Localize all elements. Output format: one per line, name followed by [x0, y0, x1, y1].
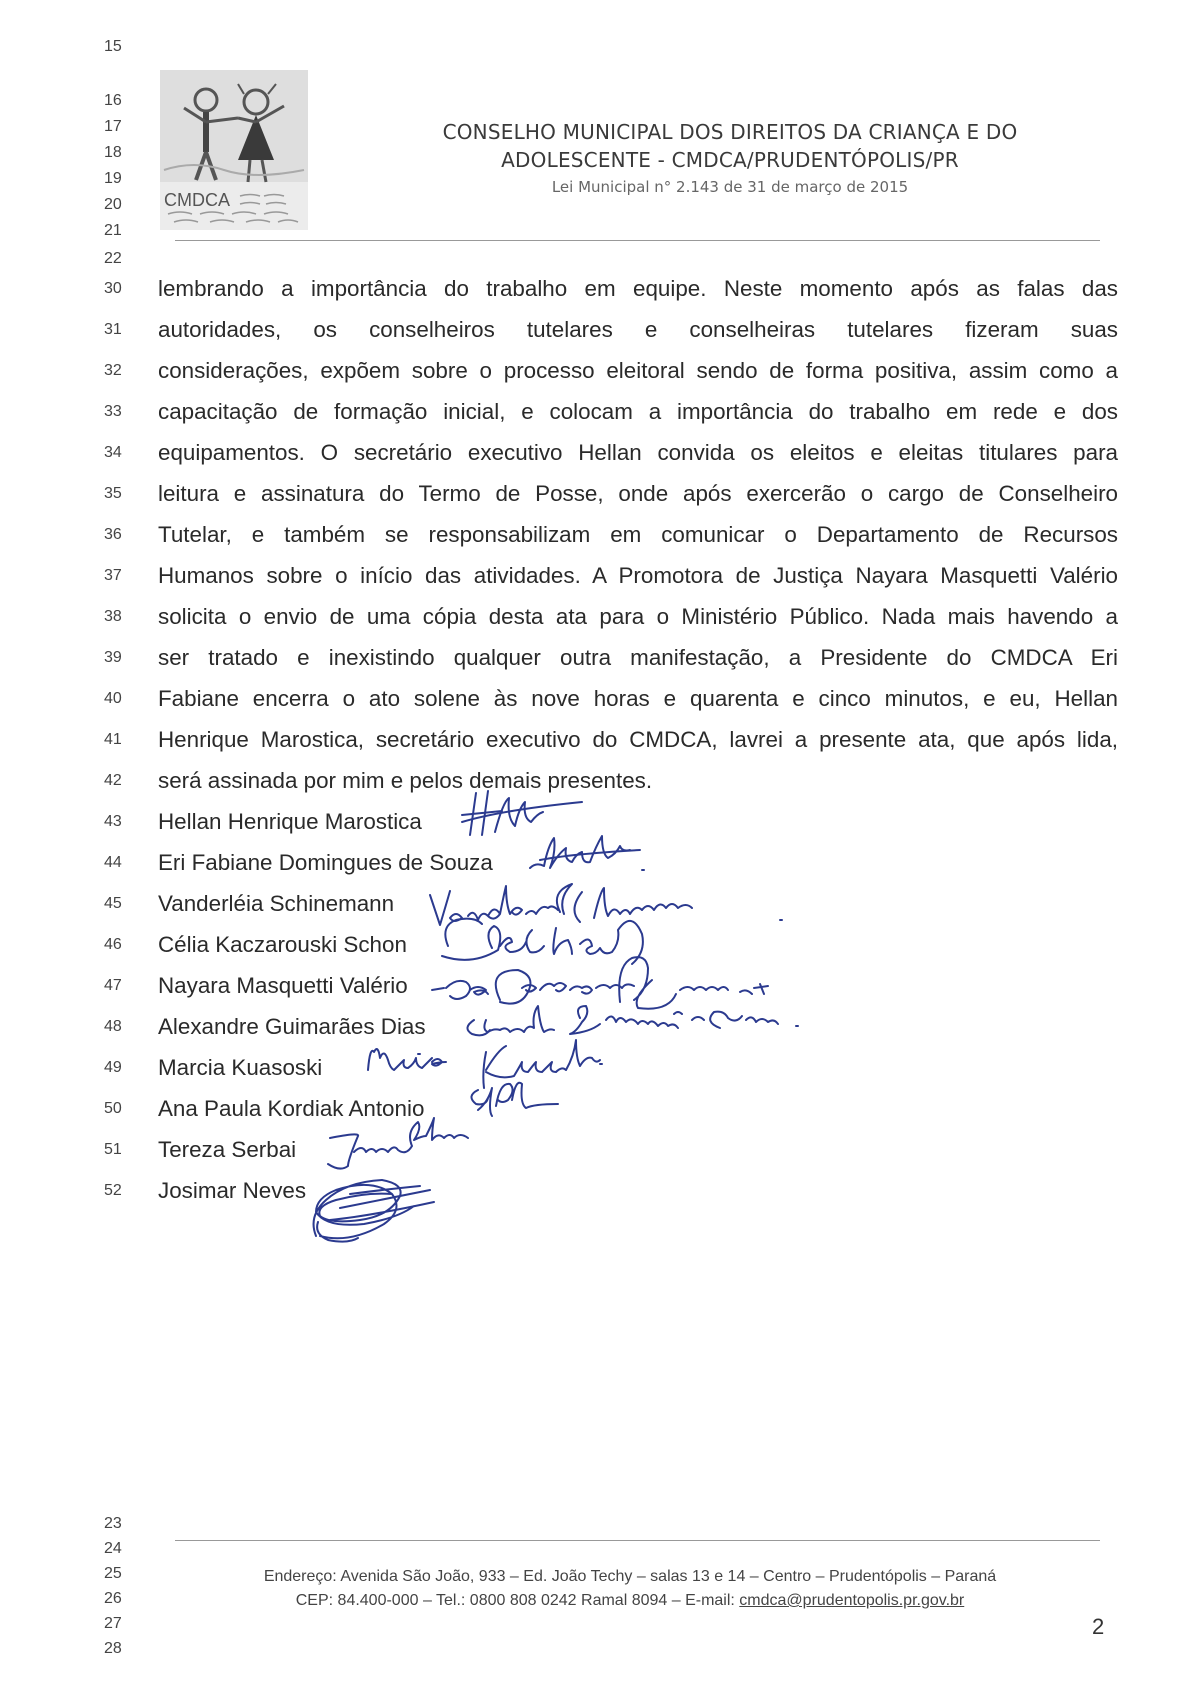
header-law-reference: Lei Municipal n° 2.143 de 31 de março de 2015: [551, 178, 909, 196]
signatory-name: Vanderléia Schinemann: [158, 891, 395, 916]
body-text-line: equipamentos. O secretário executivo Hellan convida os eleitos e eleitas titulares para: [158, 440, 1118, 465]
line-number: 28: [104, 1640, 122, 1657]
line-number: 37: [104, 567, 122, 584]
header-title-line2: ADOLESCENTE - CMDCA/PRUDENTÓPOLIS/PR: [501, 148, 959, 172]
line-number: 20: [104, 196, 122, 213]
line-number: 25: [104, 1565, 122, 1582]
logo-text: CMDCA: [164, 190, 230, 210]
footer-contact-text: CEP: 84.400-000 – Tel.: 0800 808 0242 Ramal 8094 – E-mail:: [295, 1592, 740, 1609]
line-number: 16: [104, 92, 122, 109]
line-number: 48: [104, 1018, 122, 1035]
signatory-name: Ana Paula Kordiak Antonio: [158, 1096, 425, 1121]
line-number: 23: [104, 1515, 122, 1532]
line-number: 36: [104, 526, 122, 543]
signatory-name: Eri Fabiane Domingues de Souza: [158, 850, 493, 875]
line-number: 47: [104, 977, 122, 994]
line-number: 49: [104, 1059, 122, 1076]
line-number: 41: [104, 731, 122, 748]
footer-divider: [175, 1540, 1100, 1541]
signature-alexandre: [467, 1006, 798, 1035]
body-text-line: Henrique Marostica, secretário executivo do CMDCA, lavrei a presente ata, que após lida,: [158, 727, 1118, 752]
line-number: 18: [104, 144, 122, 161]
body-text-line: será assinada por mim e pelos demais presentes.: [158, 768, 653, 793]
header-title-line1: CONSELHO MUNICIPAL DOS DIREITOS DA CRIANÇA E DO: [442, 120, 1018, 144]
signature-tereza: [328, 1118, 468, 1169]
line-number: 52: [104, 1182, 122, 1199]
line-number: 27: [104, 1615, 122, 1632]
body-text-line: ser tratado e inexistindo qualquer outra manifestação, a Presidente do CMDCA Eri: [158, 645, 1118, 670]
page-number: 2: [1092, 1614, 1105, 1639]
line-number: 50: [104, 1100, 122, 1117]
line-number: 38: [104, 608, 122, 625]
line-number: 43: [104, 813, 122, 830]
body-text-line: Fabiane encerra o ato solene às nove horas e quarenta e cinco minutos, e eu, Hellan: [158, 686, 1118, 711]
line-number: 26: [104, 1590, 122, 1607]
signatory-name: Josimar Neves: [158, 1178, 307, 1203]
line-number: 35: [104, 485, 122, 502]
line-number: 51: [104, 1141, 122, 1158]
signatory-name: Alexandre Guimarães Dias: [158, 1014, 426, 1039]
line-number: 46: [104, 936, 122, 953]
footer-address: Endereço: Avenida São João, 933 – Ed. João Techy – salas 13 e 14 – Centro – Prudentópolis – Paraná: [263, 1568, 997, 1585]
signatory-name: Célia Kaczarouski Schon: [158, 932, 407, 957]
footer-email-link[interactable]: cmdca@prudentopolis.pr.gov.br: [739, 1592, 965, 1609]
line-number: 45: [104, 895, 122, 912]
footer-contact: [160, 1592, 1100, 1610]
signature-hellan: [462, 791, 582, 835]
signature-celia: [442, 919, 643, 964]
line-number: 44: [104, 854, 122, 871]
line-number: 21: [104, 222, 122, 239]
line-number: 34: [104, 444, 122, 461]
line-number: 30: [104, 280, 122, 297]
body-text-line: Tutelar, e também se responsabilizam em comunicar o Departamento de Recursos: [158, 522, 1118, 547]
line-number: 24: [104, 1540, 122, 1557]
body-text-line: considerações, expõem sobre o processo eleitoral sendo de forma positiva, assim como a: [158, 358, 1118, 383]
line-number: 40: [104, 690, 122, 707]
body-text-line: Humanos sobre o início das atividades. A Promotora de Justiça Nayara Masquetti Valério: [158, 563, 1118, 588]
line-number: 15: [104, 38, 122, 55]
signatory-name: Tereza Serbai: [158, 1137, 297, 1162]
line-number: 19: [104, 170, 122, 187]
body-text-line: solicita o envio de uma cópia desta ata para o Ministério Público. Nada mais havendo a: [158, 604, 1118, 629]
signature-eri-fabiane: [530, 836, 644, 870]
signature-marcia: [368, 1040, 602, 1088]
body-text-line: lembrando a importância do trabalho em equipe. Neste momento após as falas das: [158, 276, 1118, 301]
signature-josimar: [314, 1180, 434, 1242]
line-number: 42: [104, 772, 122, 789]
line-number: 31: [104, 321, 122, 338]
signatory-name: Hellan Henrique Marostica: [158, 809, 422, 834]
line-number: 22: [104, 250, 122, 267]
line-number: 39: [104, 649, 122, 666]
signatory-name: Nayara Masquetti Valério: [158, 973, 408, 998]
line-number: 32: [104, 362, 122, 379]
signatory-name: Marcia Kuasoski: [158, 1055, 323, 1080]
body-text-line: capacitação de formação inicial, e colocam a importância do trabalho em rede e dos: [158, 399, 1118, 424]
body-text-line: autoridades, os conselheiros tutelares e conselheiras tutelares fizeram suas: [158, 317, 1118, 342]
body-text-line: leitura e assinatura do Termo de Posse, onde após exercerão o cargo de Conselheiro: [158, 481, 1118, 506]
signature-vanderleia: [430, 884, 782, 925]
line-number: 17: [104, 118, 122, 135]
signature-nayara: [432, 957, 768, 1009]
line-number: 33: [104, 403, 122, 420]
